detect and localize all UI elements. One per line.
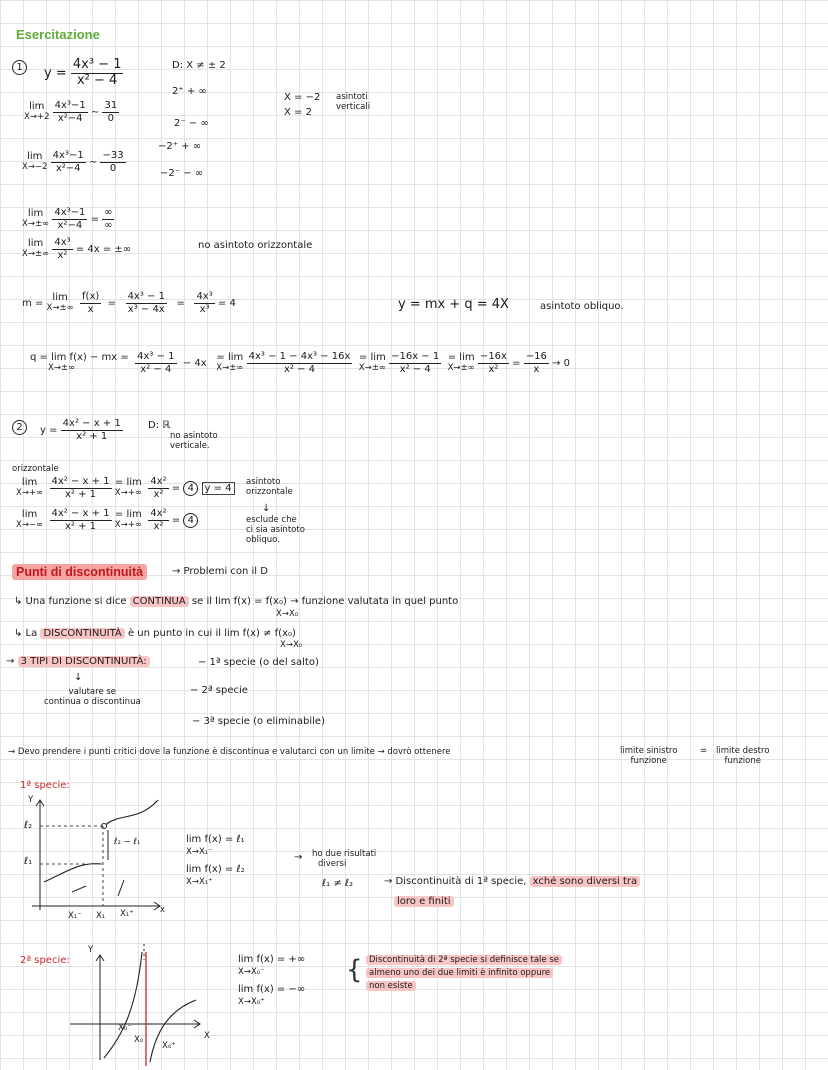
type-3-label: − 3ª specie (o eliminabile): [192, 716, 325, 727]
second-kind-definition: Discontinuità di 2ª specie si definisce tale se almeno uno dei due limiti è infinito oppure non esiste: [366, 954, 562, 994]
discontinuity-section-title: Punti di discontinuità: [12, 562, 147, 580]
asymptote-x-minus-2: X = −2: [284, 92, 321, 103]
two-results-note: ho due risultati diversi: [312, 849, 377, 869]
down-arrow: ↓: [262, 503, 271, 514]
first-kind-left-limit: lim f(x) = ℓ₁ X→X₁⁻: [186, 834, 245, 857]
l1-label: ℓ₁: [24, 856, 33, 867]
limit-plus-infinity-ex2: lim X→+∞ $\frac{\text{4x² − x + 1}}{\text{x² + 1}}$ = lim X→+∞ $\frac{\text{4x²}}{\text{x²}}$ = 4 y = 4: [16, 476, 235, 500]
exercise-2-number: 2: [12, 420, 27, 435]
x1-minus-label: X₁⁻: [68, 911, 82, 921]
page-title: Esercitazione: [16, 27, 100, 42]
horizontal-asymptote-label: asintoto orizzontale: [246, 477, 293, 497]
second-kind-right-limit: lim f(x) = −∞ X→X₀⁺: [238, 984, 306, 1007]
horizontal-label: orizzontale: [12, 464, 59, 474]
vertical-asymptotes-label: asintoti verticali: [336, 92, 371, 112]
discontinuity-definition: ↳ La DISCONTINUITÀ è un punto in cui il lim f(x) ≠ f(x₀): [14, 628, 296, 639]
exercise-2-domain: D: ℝ: [148, 420, 171, 431]
x0-plus-label: X₀⁺: [162, 1041, 176, 1051]
type-2-label: − 2ª specie: [190, 685, 248, 696]
limit-x-to-minus-2-right: −2⁺ + ∞: [158, 141, 202, 152]
domain-problems-note: → Problemi con il D: [172, 566, 268, 577]
first-kind-conclusion-2: loro e finiti: [394, 896, 454, 908]
three-types-heading: → 3 TIPI DI DISCONTINUITÀ:: [6, 656, 150, 668]
first-kind-x-axis-label: x: [160, 905, 166, 915]
x0-minus-label: X₀⁻: [118, 1023, 132, 1033]
first-kind-conclusion: → Discontinuità di 1ª specie, xché sono diversi tra: [384, 876, 640, 888]
evaluate-arrow: ↓: [74, 672, 83, 683]
first-kind-arrow-right: [118, 880, 124, 896]
asymptote-x-2: X = 2: [284, 107, 312, 118]
first-kind-left-curve: [44, 864, 102, 882]
type-1-label: − 1ª specie (o del salto): [198, 657, 319, 668]
exercise-2-function: y = $\frac{\text{4x² − x + 1}}{\text{x² + 1}}$: [40, 418, 121, 442]
slope-m-calculation: m = lim X→±∞ $\frac{f(x)}{x}$ = $\frac{\text{4x³ − 1}}{\text{x³ − 4x}}$ = $\frac{\text{4x³}}{\text{x³}}$ = 4: [22, 291, 236, 315]
evaluate-note: valutare se continua o discontinua: [44, 687, 141, 707]
oblique-asymptote-equation: y = mx + q = 4X: [398, 297, 509, 312]
limit-x-to-infinity-simplified: lim X→±∞ $\frac{\text{4x³}}{\text{x²}}$ = 4x = ±∞: [22, 237, 132, 261]
continuity-definition: ↳ Una funzione si dice CONTINUA se il lim f(x) = f(x₀) → funzione valutata in quel punto: [14, 596, 459, 607]
limit-minus-infinity-ex2: lim X→−∞ $\frac{\text{4x² − x + 1}}{\text{x² + 1}}$ = lim X→+∞ $\frac{\text{4x²}}{\text{x²}}$ = 4: [16, 508, 198, 532]
limit-x-to-minus-2: lim X→−2 $\frac{\text{4x³−1}}{\text{x²−4}}$ ∼ $\frac{-33}{0}$: [22, 150, 124, 174]
limit-x-to-minus-2-left: −2⁻ − ∞: [160, 168, 204, 179]
x0-label: X₀: [134, 1035, 144, 1045]
x1-label: X₁: [96, 911, 106, 921]
no-horizontal-asymptote-note: no asintoto orizzontale: [198, 240, 313, 251]
limit-x-to-2-left: 2⁻ − ∞: [174, 118, 209, 129]
limit-x-to-2-right: 2⁺ + ∞: [172, 86, 207, 97]
first-kind-right-curve: [104, 800, 158, 826]
second-kind-label: 2ª specie:: [20, 955, 70, 966]
excludes-oblique-note: esclude che ci sia asintoto obliquo.: [246, 515, 305, 545]
gap-label: ℓ₂ − ℓ₁: [114, 837, 141, 847]
first-kind-label: 1ª specie:: [20, 780, 70, 791]
limit-x-to-2: lim X→+2 $\frac{\text{4x³−1}}{\text{x²−4}}$ ∼ $\frac{31}{0}$: [24, 100, 118, 124]
limit-x-to-infinity: lim X→±∞ $\frac{\text{4x³−1}}{\text{x²−4}}$ = $\frac{\infty}{\infty}$: [22, 207, 113, 231]
l1-not-equal-l2: ℓ₁ ≠ ℓ₂: [322, 878, 354, 889]
second-kind-right-branch: [150, 1000, 196, 1062]
no-vertical-asymptote-note: no asintoto verticale.: [170, 431, 218, 451]
left-limit-label: limite sinistro funzione: [620, 746, 678, 766]
limits-equal-sign: =: [700, 746, 708, 756]
first-kind-right-limit: lim f(x) = ℓ₂ X→X₁⁺: [186, 864, 245, 887]
second-kind-graph: [70, 944, 200, 1066]
first-kind-y-axis-label: Y: [28, 795, 34, 805]
continuity-limit-sub: X→X₀: [276, 609, 299, 619]
second-kind-brace: {: [346, 955, 363, 985]
first-kind-arrow-left: [72, 886, 86, 892]
procedure-text: → Devo prendere i punti critici dove la funzione è discontinua e valutarci con un limite → dovrò ottenere: [8, 747, 451, 757]
discontinuity-limit-sub: X→X₀: [280, 640, 303, 650]
intercept-q-calculation: q = lim f(x) − mx = X→±∞ $\frac{\text{4x³ − 1}}{\text{x² − 4}}$ − 4x = lim X→±∞ $\frac{\text{4x³ − 1 − 4x³ − 16x}}{\text{x² − 4}}$ = lim X→±∞ $\frac{-16x - 1}{\text{x² − 4}}$ = lim X→±∞ $\frac{-16x}{\text{x²}}$ = $\frac{-16}{x}$ → 0: [30, 351, 570, 375]
first-kind-arrow: →: [294, 852, 303, 863]
first-kind-graph: [32, 800, 160, 910]
second-kind-left-limit: lim f(x) = +∞ X→X₀⁻: [238, 954, 306, 977]
second-kind-x-axis-label: X: [204, 1031, 210, 1041]
exercise-1-function: y = $\frac{\text{4x³ − 1}}{\text{x² − 4}}$: [44, 57, 122, 88]
right-limit-label: limite destro funzione: [716, 746, 770, 766]
l2-label: ℓ₂: [24, 820, 33, 831]
oblique-asymptote-label: asintoto obliquo.: [540, 301, 624, 312]
x1-plus-label: X₁⁺: [120, 909, 134, 919]
exercise-1-domain: D: X ≠ ± 2: [172, 60, 226, 71]
exercise-1-number: 1: [12, 60, 27, 75]
second-kind-y-axis-label: Y: [88, 945, 94, 955]
